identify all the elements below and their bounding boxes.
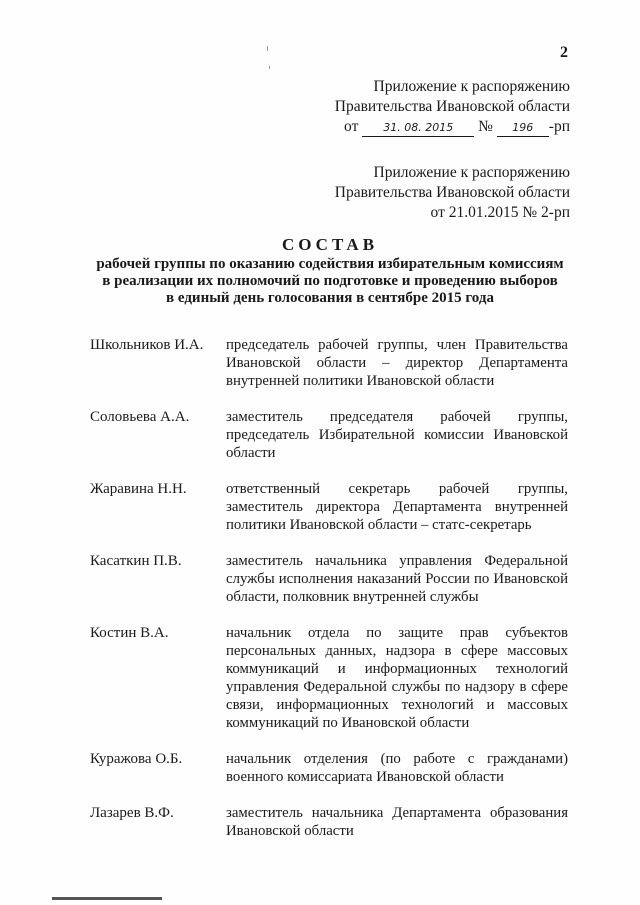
member-role: председатель рабочей группы, член Правительства Ивановской области – директор Департамента внутренней политики Ивановской области (226, 337, 568, 389)
scan-edge-mark (52, 897, 162, 900)
title-main: СОСТАВ (281, 235, 379, 254)
member-row (90, 552, 570, 606)
annex-line: Приложение к распоряжению (373, 78, 570, 95)
annex-line: Правительства Ивановской области (334, 184, 570, 201)
member-row (90, 336, 570, 390)
number-label: № (478, 118, 493, 135)
annex-line: Приложение к распоряжению (373, 164, 570, 181)
member-row (90, 408, 570, 462)
members-list (90, 336, 570, 858)
annex-header-current (335, 77, 570, 137)
handwritten-number: 196 (497, 120, 549, 137)
number-suffix: -рп (548, 118, 570, 135)
member-role: начальник отдела по защите прав субъектов персональных данных, надзора в сфере массовых коммуникаций и информационных технологий управления Федеральной службы по надзору в сфере связи, информационных технологий и массовых коммуникаций по Ивановской области (226, 625, 568, 731)
scan-speck (269, 66, 270, 69)
member-row (90, 624, 570, 732)
from-label: от (344, 118, 359, 135)
annex-reference-line (335, 117, 570, 137)
member-name: Школьников И.А. (90, 337, 204, 353)
member-row (90, 804, 570, 840)
page-number: 2 (560, 44, 568, 61)
handwritten-date: 31. 08. 2015 (362, 120, 474, 137)
member-role: начальник отделения (по работе с гражданами) военного комиссариата Ивановской области (226, 751, 568, 785)
member-row (90, 480, 570, 534)
title-line: в единый день голосования в сентябре 2015 года (166, 290, 494, 306)
document-title (95, 234, 565, 307)
title-line: в реализации их полномочий по подготовке и проведению выборов (102, 273, 558, 289)
member-name: Касаткин П.В. (90, 553, 182, 569)
member-role: заместитель начальника Департамента образования Ивановской области (226, 805, 568, 839)
annex-header-original (335, 163, 570, 223)
member-name: Лазарев В.Ф. (90, 805, 174, 821)
title-line: рабочей группы по оказанию содействия избирательным комиссиям (96, 256, 564, 272)
member-name: Костин В.А. (90, 625, 169, 641)
member-role: заместитель начальника управления Федеральной службы исполнения наказаний России по Ивановской области, полковник внутренней службы (226, 553, 568, 605)
scan-speck (267, 46, 268, 51)
member-name: Жаравина Н.Н. (90, 481, 187, 497)
member-name: Соловьева А.А. (90, 409, 190, 425)
member-role: ответственный секретарь рабочей группы, заместитель директора Департамента внутренней политики Ивановской области – статс-секретарь (226, 481, 568, 533)
annex-line: от 21.01.2015 № 2-рп (430, 204, 570, 221)
member-row (90, 750, 570, 786)
member-name: Куражова О.Б. (90, 751, 183, 767)
annex-line: Правительства Ивановской области (334, 98, 570, 115)
member-role: заместитель председателя рабочей группы, председатель Избирательной комиссии Ивановской области (226, 409, 568, 461)
